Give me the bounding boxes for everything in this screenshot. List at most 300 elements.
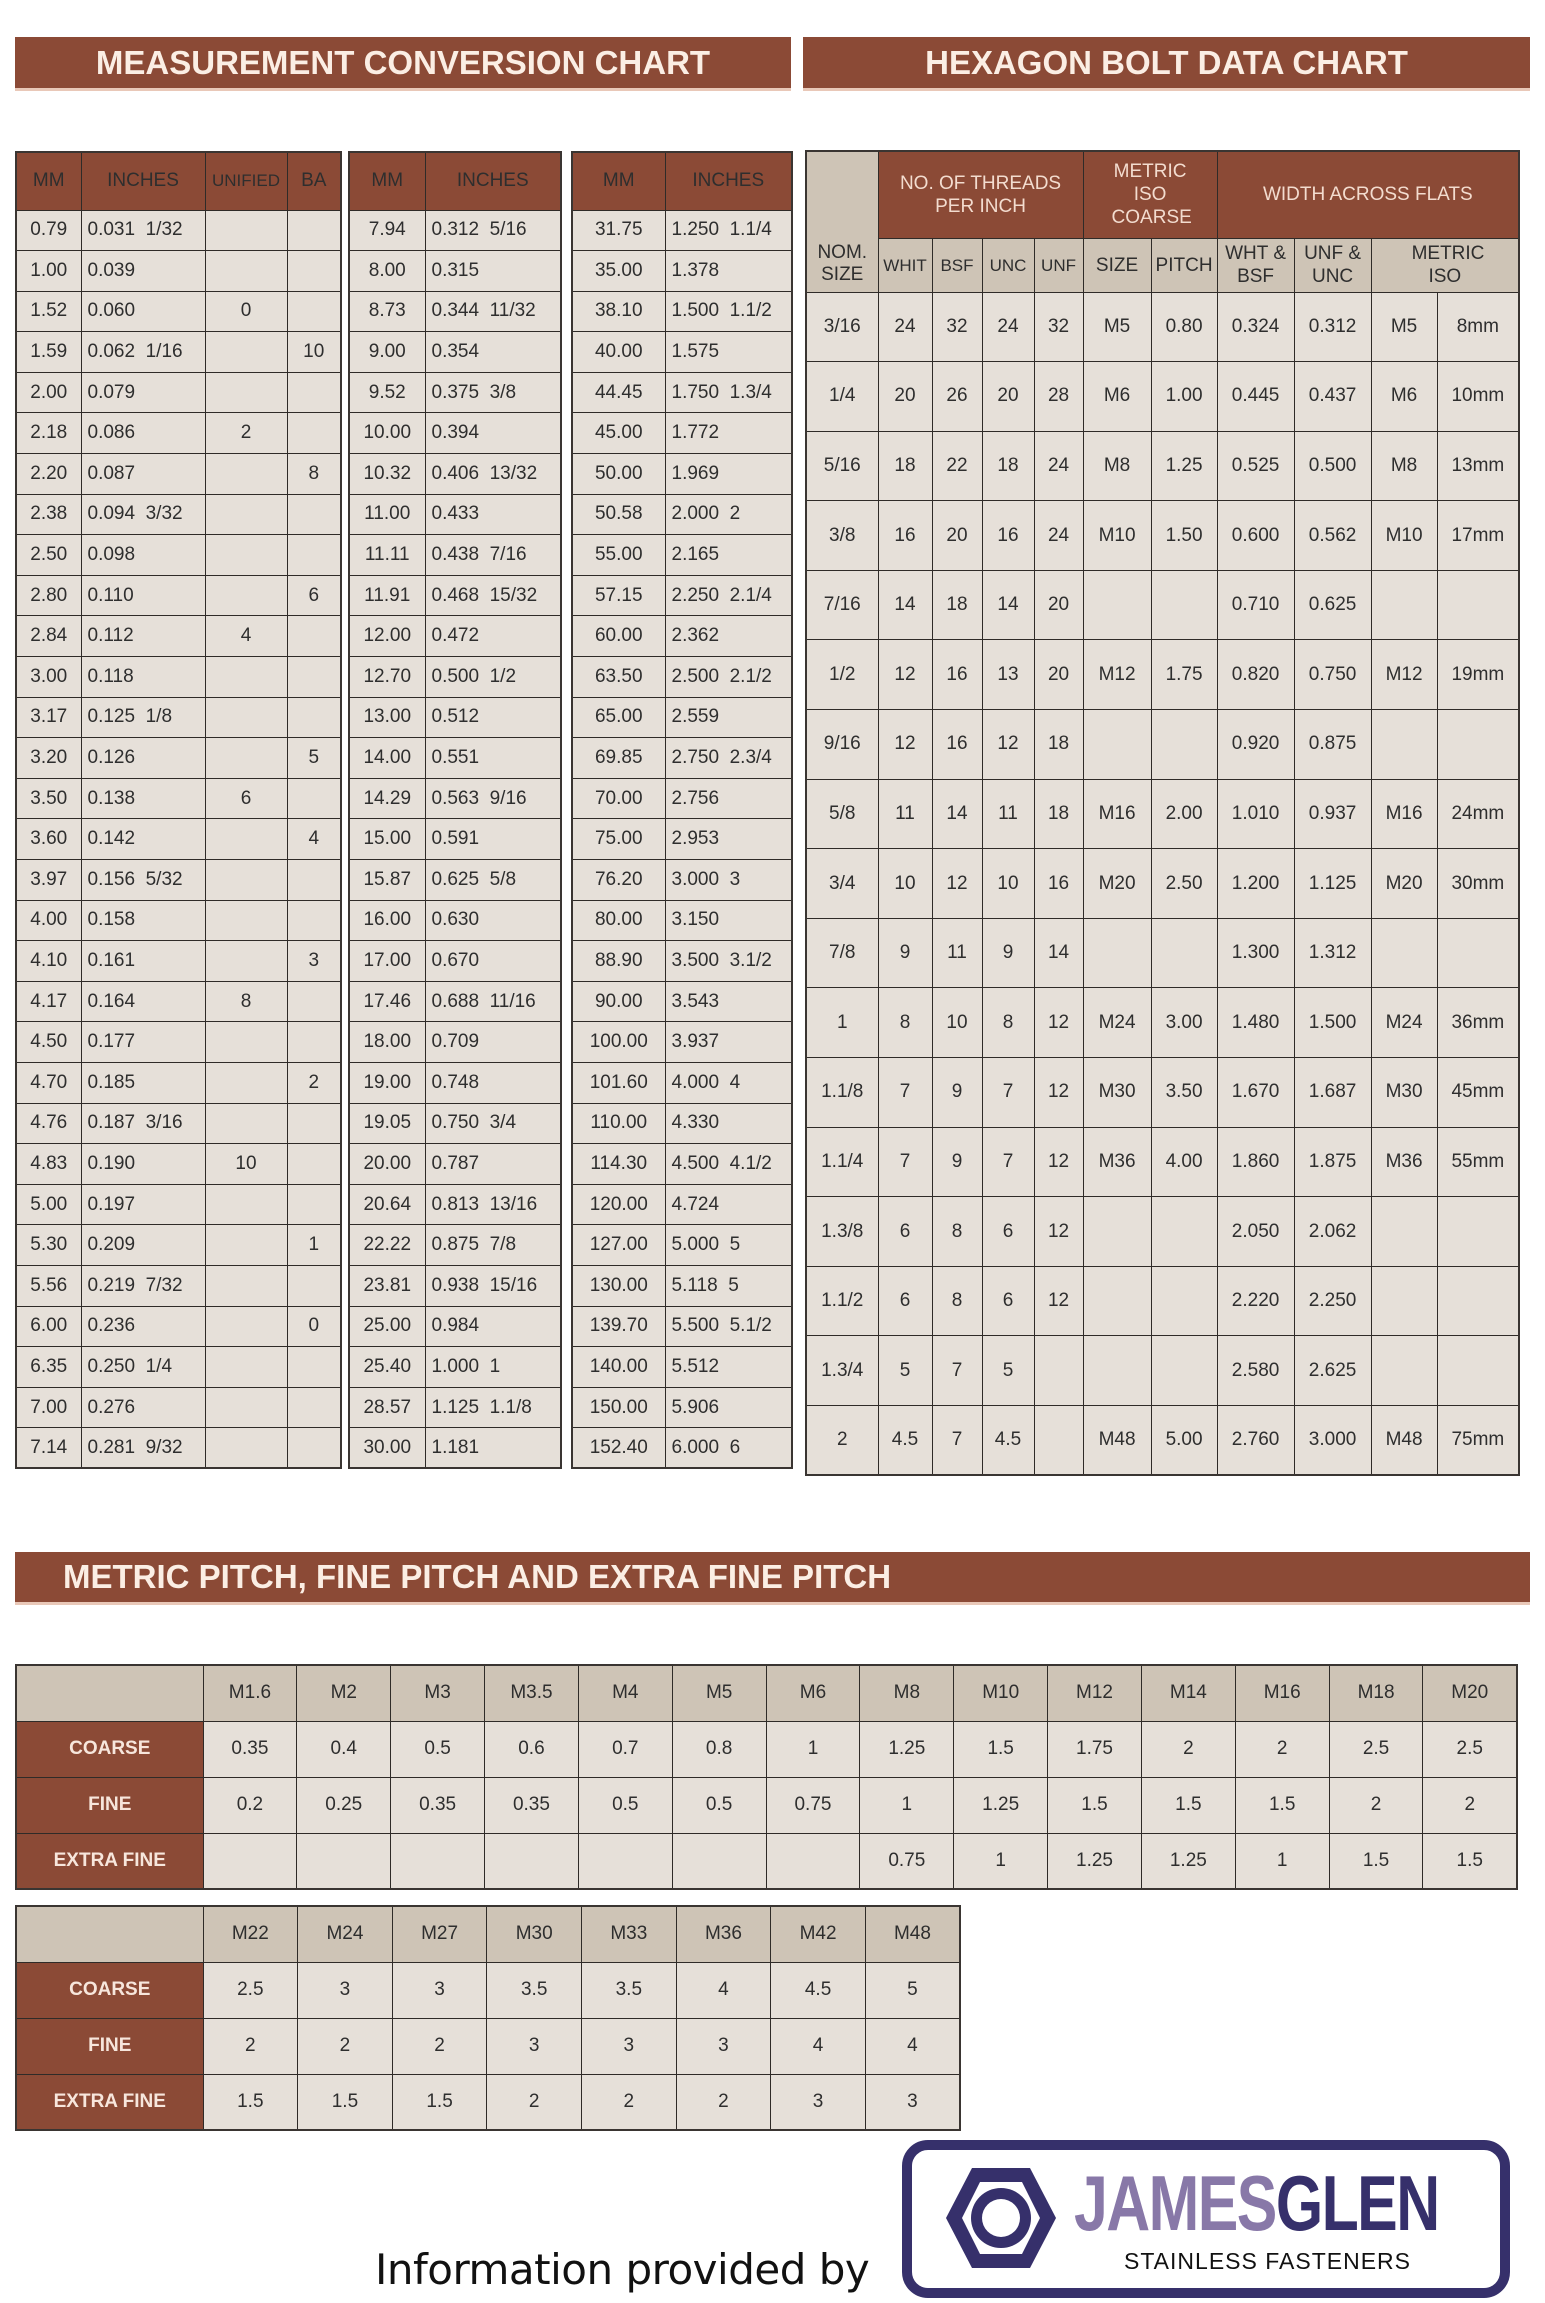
table-row <box>16 413 341 454</box>
table-cell <box>287 1103 341 1144</box>
table-row <box>349 535 561 576</box>
table-cell: 2.00 <box>16 372 81 413</box>
table-cell: 25.40 <box>349 1347 425 1388</box>
table-cell <box>205 738 287 779</box>
table-cell: 0.187 3/16 <box>81 1103 205 1144</box>
table-cell: 55mm <box>1437 1127 1519 1197</box>
table-row <box>16 900 341 941</box>
table-cell: 14 <box>982 570 1034 640</box>
table-cell: 4.83 <box>16 1144 81 1185</box>
table-cell: 8mm <box>1437 292 1519 362</box>
table-cell <box>1151 918 1217 988</box>
table-cell: 0.25 <box>297 1777 391 1833</box>
corner-cell <box>16 1906 203 1962</box>
table-row <box>806 292 1519 362</box>
width-across-flats-header <box>1217 151 1519 238</box>
table-cell: 2 <box>1329 1777 1423 1833</box>
table-cell: 101.60 <box>572 1062 665 1103</box>
table-cell: 14 <box>1034 918 1083 988</box>
table-cell <box>205 494 287 535</box>
table-cell: 12 <box>1034 1197 1083 1267</box>
table-cell <box>1083 1336 1151 1406</box>
table-cell: 0.375 3/8 <box>425 372 561 413</box>
pitch-header: PITCH <box>1151 238 1217 292</box>
table-cell: 16.00 <box>349 900 425 941</box>
table-cell: 7.00 <box>16 1387 81 1428</box>
table-row <box>349 210 561 251</box>
table-cell: 14 <box>932 779 982 849</box>
table-cell: 1.860 <box>1217 1127 1294 1197</box>
table-cell: 0.600 <box>1217 501 1294 571</box>
table-cell: 110.00 <box>572 1103 665 1144</box>
table-cell: 3 <box>487 2018 582 2074</box>
table-cell: 0.500 <box>1294 431 1371 501</box>
table-cell: M8 <box>1083 431 1151 501</box>
table-row <box>16 1387 341 1428</box>
table-cell: 0.750 <box>1294 640 1371 710</box>
table-row <box>572 657 792 698</box>
table-cell: 76.20 <box>572 860 665 901</box>
table-cell: 20 <box>1034 570 1083 640</box>
table-cell: 3 <box>771 2074 866 2130</box>
table-row <box>349 1428 561 1469</box>
table-cell: 18 <box>982 431 1034 501</box>
table-cell <box>205 332 287 373</box>
table-cell: 0.177 <box>81 1022 205 1063</box>
size-header: M3.5 <box>485 1665 579 1721</box>
table-row <box>349 251 561 292</box>
table-row <box>16 1022 341 1063</box>
table-cell: 4.000 4 <box>665 1062 792 1103</box>
table-cell: 0.190 <box>81 1144 205 1185</box>
table-cell: 0.098 <box>81 535 205 576</box>
table-cell: 8 <box>932 1266 982 1336</box>
table-cell: 15.87 <box>349 860 425 901</box>
table-cell: 0.875 <box>1294 710 1371 780</box>
table-cell: 19.00 <box>349 1062 425 1103</box>
wht-bsf-label: WHT & BSF <box>1225 243 1286 287</box>
table-cell: 0.35 <box>485 1777 579 1833</box>
table-cell: 0.060 <box>81 291 205 332</box>
table-row <box>349 1387 561 1428</box>
table-cell: 0.813 13/16 <box>425 1184 561 1225</box>
table-cell: M30 <box>1371 1058 1437 1128</box>
table-cell: 2.165 <box>665 535 792 576</box>
table-cell: 1 <box>766 1721 860 1777</box>
table-cell: 19mm <box>1437 640 1519 710</box>
table-cell <box>1151 710 1217 780</box>
table-row <box>16 251 341 292</box>
table-cell: 2.580 <box>1217 1336 1294 1406</box>
table-row <box>16 1062 341 1103</box>
table-cell: 28.57 <box>349 1387 425 1428</box>
table-cell: 3.5 <box>487 1962 582 2018</box>
table-cell: M36 <box>1371 1127 1437 1197</box>
table-cell: 2 <box>392 2018 487 2074</box>
table-row <box>572 1144 792 1185</box>
table-cell: 1.1/4 <box>806 1127 878 1197</box>
table-cell: 0.630 <box>425 900 561 941</box>
table-cell: 3.97 <box>16 860 81 901</box>
size-header: M18 <box>1329 1665 1423 1721</box>
table-row <box>572 1347 792 1388</box>
table-cell <box>203 1833 297 1889</box>
table-cell: 13 <box>982 640 1034 710</box>
table-cell: 11 <box>982 779 1034 849</box>
table-cell: 75mm <box>1437 1406 1519 1476</box>
table-cell: 1.250 1.1/4 <box>665 210 792 251</box>
table-cell <box>1371 1266 1437 1336</box>
table-cell: 0.551 <box>425 738 561 779</box>
table-cell <box>205 1265 287 1306</box>
table-cell: 0.75 <box>860 1833 954 1889</box>
table-cell: 1.378 <box>665 251 792 292</box>
table-cell: 1.500 1.1/2 <box>665 291 792 332</box>
table-cell: 11.11 <box>349 535 425 576</box>
table-cell <box>205 860 287 901</box>
table-cell: M6 <box>1371 362 1437 432</box>
column-header: MM <box>16 152 81 210</box>
table-cell: 3.937 <box>665 1022 792 1063</box>
table-row <box>349 494 561 535</box>
table-cell: 16 <box>932 640 982 710</box>
table-cell: 4.50 <box>16 1022 81 1063</box>
table-cell: 0.80 <box>1151 292 1217 362</box>
conversion-table-1-header <box>16 152 341 210</box>
table-cell: 16 <box>878 501 932 571</box>
table-cell: 7 <box>878 1058 932 1128</box>
table-cell: 0.197 <box>81 1184 205 1225</box>
table-cell <box>205 1387 287 1428</box>
table-cell: 2.000 2 <box>665 494 792 535</box>
table-cell: 1.50 <box>1151 501 1217 571</box>
table-cell: 2 <box>676 2074 771 2130</box>
table-cell: 120.00 <box>572 1184 665 1225</box>
pitch-row-fine <box>16 1777 1517 1833</box>
table-cell <box>205 1306 287 1347</box>
table-cell: 1.1/8 <box>806 1058 878 1128</box>
table-cell: 3.17 <box>16 697 81 738</box>
table-cell: 44.45 <box>572 372 665 413</box>
unf-header: UNF <box>1034 238 1083 292</box>
table-cell: 40.00 <box>572 332 665 373</box>
table-row <box>349 697 561 738</box>
table-cell <box>205 697 287 738</box>
table-row <box>806 362 1519 432</box>
table-cell: 6.000 6 <box>665 1428 792 1469</box>
metric-pitch-title: METRIC PITCH, FINE PITCH AND EXTRA FINE PITCH <box>63 1558 892 1595</box>
table-cell: 1.5 <box>954 1721 1048 1777</box>
whit-header: WHIT <box>878 238 932 292</box>
table-row <box>806 1266 1519 1336</box>
table-cell <box>1083 570 1151 640</box>
table-row <box>349 332 561 373</box>
column-header: INCHES <box>81 152 205 210</box>
table-cell: 0.164 <box>81 981 205 1022</box>
jamesglen-logo[interactable] <box>902 2140 1510 2298</box>
table-cell: M10 <box>1371 501 1437 571</box>
table-cell: 2.00 <box>1151 779 1217 849</box>
table-cell <box>287 900 341 941</box>
logo-word-james: JAMES <box>1074 2159 1276 2247</box>
table-cell: 2 <box>806 1406 878 1476</box>
size-header: M8 <box>860 1665 954 1721</box>
table-cell: 0.4 <box>297 1721 391 1777</box>
table-cell: 0.185 <box>81 1062 205 1103</box>
table-cell: 10 <box>932 988 982 1058</box>
table-cell: 1.5 <box>298 2074 393 2130</box>
table-cell: 0.8 <box>672 1721 766 1777</box>
table-cell: 20 <box>982 362 1034 432</box>
table-cell: 7 <box>878 1127 932 1197</box>
table-cell: 57.15 <box>572 575 665 616</box>
table-cell <box>672 1833 766 1889</box>
table-cell: 0.472 <box>425 616 561 657</box>
table-row <box>349 778 561 819</box>
table-cell: 7.14 <box>16 1428 81 1469</box>
table-cell: M24 <box>1083 988 1151 1058</box>
table-cell: 1.5 <box>1141 1777 1235 1833</box>
table-cell: 18 <box>878 431 932 501</box>
table-row <box>572 738 792 779</box>
table-cell <box>205 900 287 941</box>
table-cell <box>1083 1197 1151 1267</box>
table-row <box>16 981 341 1022</box>
table-cell: 88.90 <box>572 941 665 982</box>
table-cell: 1.125 1.1/8 <box>425 1387 561 1428</box>
table-cell: 1.300 <box>1217 918 1294 988</box>
table-row <box>572 413 792 454</box>
table-cell: 6 <box>982 1266 1034 1336</box>
table-cell <box>1371 570 1437 640</box>
table-row <box>349 1306 561 1347</box>
table-cell: 4.724 <box>665 1184 792 1225</box>
table-cell: 0.7 <box>578 1721 672 1777</box>
table-cell: 1.010 <box>1217 779 1294 849</box>
table-row <box>349 819 561 860</box>
table-cell <box>1437 1336 1519 1406</box>
table-cell: 3 <box>865 2074 960 2130</box>
table-row <box>572 291 792 332</box>
size-header: M1.6 <box>203 1665 297 1721</box>
table-cell: 0.406 13/32 <box>425 454 561 495</box>
table-cell: 1.125 <box>1294 849 1371 919</box>
table-cell: 150.00 <box>572 1387 665 1428</box>
nom-size-header <box>806 151 878 292</box>
table-cell: 8 <box>982 988 1034 1058</box>
table-cell: 2.250 2.1/4 <box>665 575 792 616</box>
table-cell: 1.00 <box>16 251 81 292</box>
table-cell: 10mm <box>1437 362 1519 432</box>
table-cell <box>205 454 287 495</box>
table-cell: 5 <box>865 1962 960 2018</box>
table-row <box>572 372 792 413</box>
table-cell: 1 <box>287 1225 341 1266</box>
unc-header: UNC <box>982 238 1034 292</box>
hexagon-bolt-title: HEXAGON BOLT DATA CHART <box>925 43 1408 81</box>
table-row <box>349 372 561 413</box>
size-header: M33 <box>582 1906 677 1962</box>
table-cell: 24mm <box>1437 779 1519 849</box>
table-row <box>572 1306 792 1347</box>
table-cell: 0.126 <box>81 738 205 779</box>
table-cell: 2.756 <box>665 778 792 819</box>
table-row <box>572 900 792 941</box>
table-row <box>806 918 1519 988</box>
table-cell: 2.760 <box>1217 1406 1294 1476</box>
table-cell: 0.938 15/16 <box>425 1265 561 1306</box>
table-cell <box>1083 918 1151 988</box>
table-row <box>572 1225 792 1266</box>
table-cell: 9 <box>982 918 1034 988</box>
wht-bsf-header <box>1217 238 1294 292</box>
table-cell: 3/16 <box>806 292 878 362</box>
table-cell: 18 <box>1034 779 1083 849</box>
table-row <box>349 1184 561 1225</box>
table-cell <box>1083 710 1151 780</box>
table-cell: 12.00 <box>349 616 425 657</box>
conversion-table-2 <box>348 151 562 1469</box>
table-cell <box>1437 1197 1519 1267</box>
table-cell: 5/16 <box>806 431 878 501</box>
table-cell: M20 <box>1083 849 1151 919</box>
table-cell <box>205 1184 287 1225</box>
table-row <box>349 1062 561 1103</box>
table-cell: 127.00 <box>572 1225 665 1266</box>
table-row <box>806 779 1519 849</box>
table-cell: 30mm <box>1437 849 1519 919</box>
column-header: BA <box>287 152 341 210</box>
logo-wordmark <box>1074 2159 1439 2247</box>
table-cell: M48 <box>1083 1406 1151 1476</box>
table-row <box>16 1347 341 1388</box>
table-cell: 1.5 <box>203 2074 298 2130</box>
table-cell: 0.500 1/2 <box>425 657 561 698</box>
table-cell: 0.315 <box>425 251 561 292</box>
table-cell: 2.953 <box>665 819 792 860</box>
table-row <box>806 640 1519 710</box>
table-row <box>16 860 341 901</box>
table-cell: 2.625 <box>1294 1336 1371 1406</box>
table-cell: 90.00 <box>572 981 665 1022</box>
table-row <box>572 1103 792 1144</box>
table-cell: 0.086 <box>81 413 205 454</box>
table-row <box>572 494 792 535</box>
table-cell: 80.00 <box>572 900 665 941</box>
pitch-table-1-header <box>16 1665 1517 1721</box>
table-row <box>16 738 341 779</box>
table-cell: M36 <box>1083 1127 1151 1197</box>
table-cell: 14.00 <box>349 738 425 779</box>
table-row <box>572 454 792 495</box>
table-cell: 4 <box>865 2018 960 2074</box>
table-row <box>16 1306 341 1347</box>
width-across-flats-label: WIDTH ACROSS FLATS <box>1262 184 1473 206</box>
size-header: M36 <box>676 1906 771 1962</box>
table-cell: 3 <box>287 941 341 982</box>
table-cell: 0.161 <box>81 941 205 982</box>
table-row <box>572 332 792 373</box>
table-cell: 0.5 <box>672 1777 766 1833</box>
table-row <box>572 1428 792 1469</box>
table-cell: 0.445 <box>1217 362 1294 432</box>
table-cell <box>287 413 341 454</box>
column-header: INCHES <box>665 152 792 210</box>
table-cell: 20 <box>878 362 932 432</box>
table-cell: 9 <box>878 918 932 988</box>
table-cell: 17.46 <box>349 981 425 1022</box>
table-cell: 11.00 <box>349 494 425 535</box>
table-row <box>16 332 341 373</box>
table-cell: M30 <box>1083 1058 1151 1128</box>
table-cell: 5.000 5 <box>665 1225 792 1266</box>
table-cell: 0.35 <box>203 1721 297 1777</box>
table-cell: 0.512 <box>425 697 561 738</box>
table-row <box>16 697 341 738</box>
table-cell: 5.00 <box>16 1184 81 1225</box>
table-row <box>806 431 1519 501</box>
table-cell: 1.5 <box>392 2074 487 2130</box>
table-cell: 2.80 <box>16 575 81 616</box>
table-cell: 0.158 <box>81 900 205 941</box>
table-cell <box>205 1347 287 1388</box>
table-row <box>349 575 561 616</box>
hex-nut-icon <box>942 2164 1060 2272</box>
table-cell: 75.00 <box>572 819 665 860</box>
table-cell: M8 <box>1371 431 1437 501</box>
table-cell: 20 <box>1034 640 1083 710</box>
table-cell: 3/4 <box>806 849 878 919</box>
table-cell: 20 <box>932 501 982 571</box>
table-cell: 1.687 <box>1294 1058 1371 1128</box>
table-cell: 2.220 <box>1217 1266 1294 1336</box>
table-cell: 7 <box>982 1058 1034 1128</box>
table-row <box>572 1265 792 1306</box>
table-cell: 4.5 <box>878 1406 932 1476</box>
table-cell: 0.709 <box>425 1022 561 1063</box>
metric-iso-coarse-label: METRIC ISO COARSE <box>1111 161 1192 229</box>
table-row <box>806 1406 1519 1476</box>
table-cell: 0.750 3/4 <box>425 1103 561 1144</box>
table-cell: 1.875 <box>1294 1127 1371 1197</box>
conversion-table-3 <box>571 151 793 1469</box>
table-cell <box>205 941 287 982</box>
table-cell: 1.969 <box>665 454 792 495</box>
table-cell: 12 <box>982 710 1034 780</box>
table-row <box>349 941 561 982</box>
table-cell <box>287 494 341 535</box>
table-cell: 8.00 <box>349 251 425 292</box>
table-cell: 1 <box>860 1777 954 1833</box>
table-cell: 30.00 <box>349 1428 425 1469</box>
table-cell <box>205 1103 287 1144</box>
table-cell: 5.30 <box>16 1225 81 1266</box>
metric-iso-coarse-header <box>1083 151 1217 238</box>
table-cell: 4.330 <box>665 1103 792 1144</box>
table-cell: 1/4 <box>806 362 878 432</box>
table-cell: 1.3/4 <box>806 1336 878 1406</box>
table-cell: 2 <box>287 1062 341 1103</box>
table-cell: 2 <box>1235 1721 1329 1777</box>
table-row <box>16 454 341 495</box>
table-cell: 3.500 3.1/2 <box>665 941 792 982</box>
table-cell: 1 <box>954 1833 1048 1889</box>
table-cell <box>287 1184 341 1225</box>
table-cell: 10 <box>205 1144 287 1185</box>
table-cell: 0.2 <box>203 1777 297 1833</box>
table-cell: 6 <box>878 1266 932 1336</box>
table-row <box>572 251 792 292</box>
